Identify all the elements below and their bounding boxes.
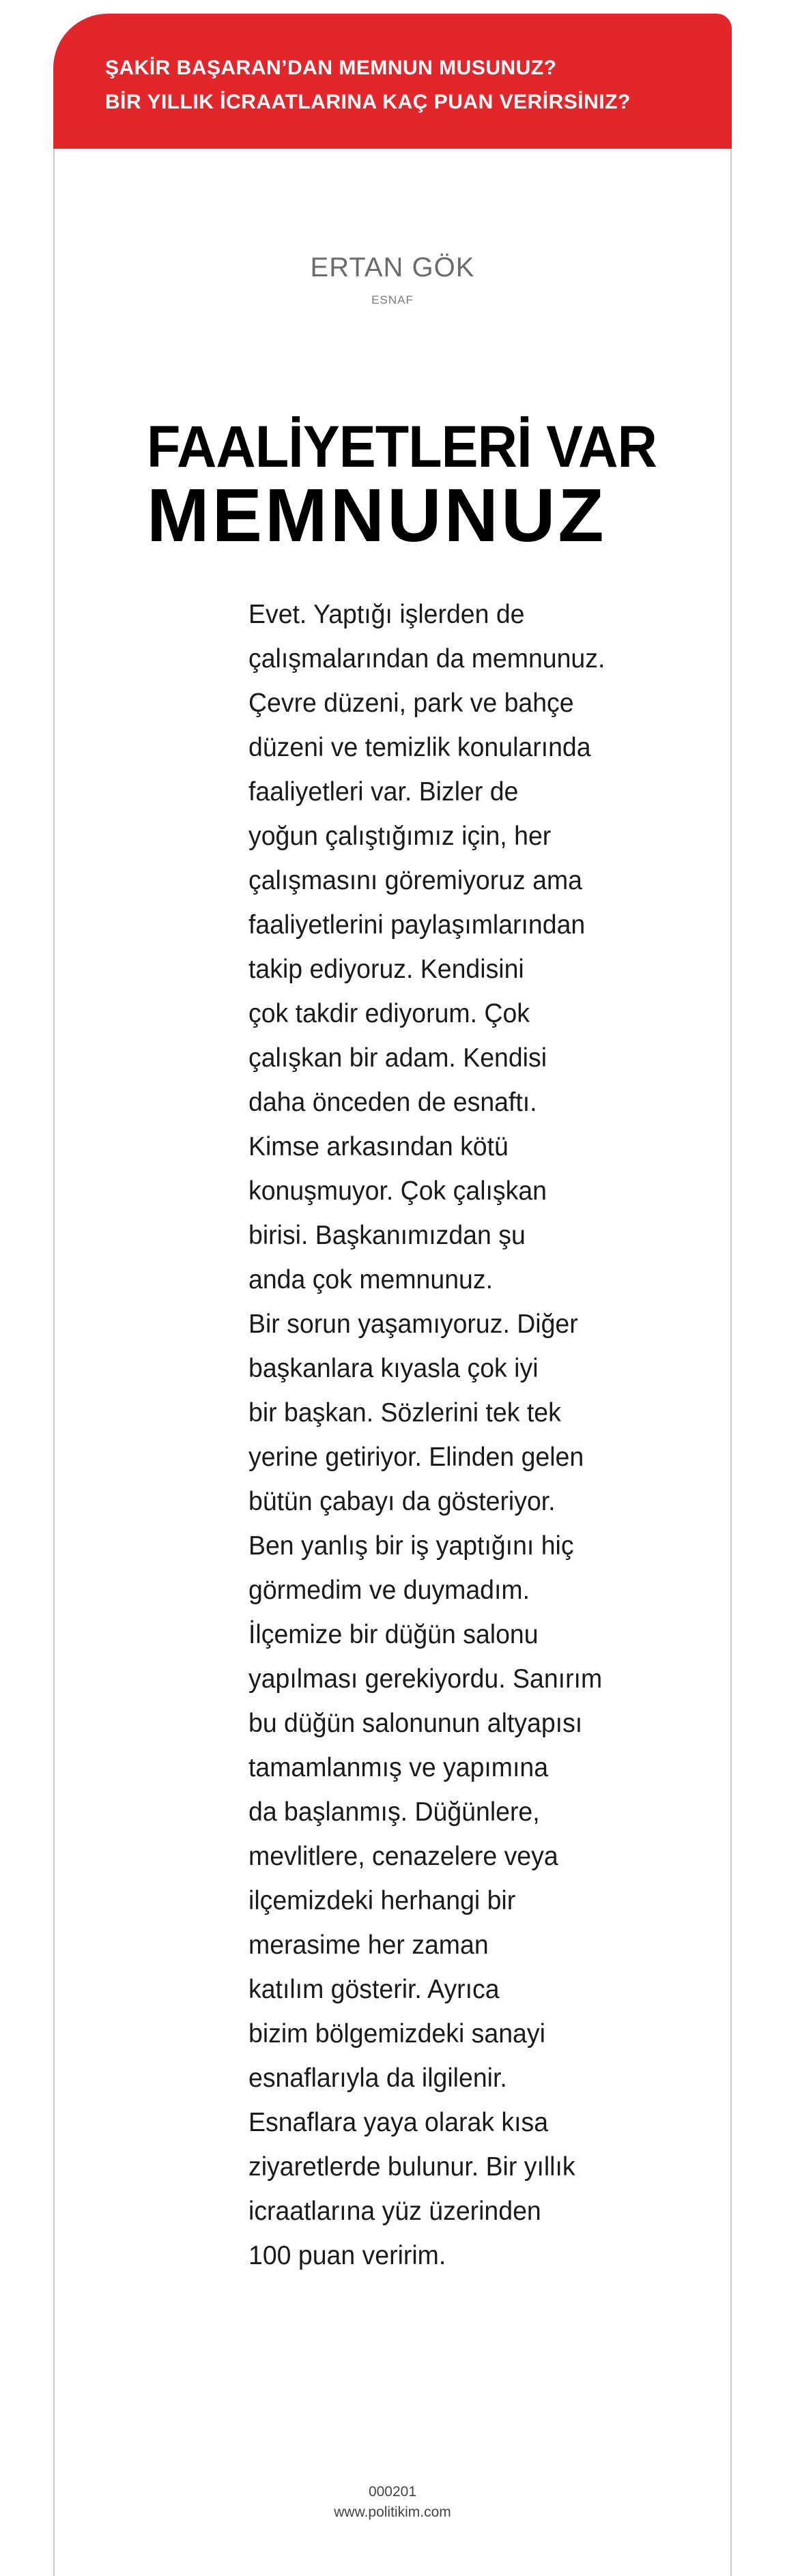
body-line: faaliyetlerini paylaşımlarından: [248, 910, 586, 940]
article-body: [248, 592, 658, 2278]
body-line: katılım gösterir. Ayrıca: [248, 1975, 500, 2004]
body-line: birisi. Başkanımızdan şu: [248, 1221, 526, 1250]
body-line: esnaflarıyla da ilgilenir.: [248, 2064, 507, 2093]
body-line: faaliyetleri var. Bizler de: [248, 777, 519, 807]
body-line: çalışkan bir adam. Kendisi: [248, 1043, 547, 1073]
body-line: düzeni ve temizlik konularında: [248, 733, 591, 762]
body-line: anda çok memnunuz.: [248, 1265, 493, 1294]
body-line: başkanlara kıyasla çok iyi: [248, 1354, 539, 1383]
body-line: 100 puan veririm.: [248, 2241, 446, 2270]
body-line: da başlanmış. Düğünlere,: [248, 1797, 540, 1827]
body-line: Esnaflara yaya olarak kısa: [248, 2108, 549, 2137]
body-line: yerine getiriyor. Elinden gelen: [248, 1443, 584, 1472]
body-line: tamamlanmış ve yapımına: [248, 1753, 549, 1782]
banner-question-line-2: BİR YILLIK İCRAATLARINA KAÇ PUAN VERİRSİNIZ?: [105, 91, 631, 113]
body-line: bütün çabayı da gösteriyor.: [248, 1487, 556, 1516]
question-banner: [53, 14, 732, 149]
banner-question-line-1: ŞAKİR BAŞARAN’DAN MEMNUN MUSUNUZ?: [105, 57, 557, 79]
body-line: daha önceden de esnaftı.: [248, 1088, 537, 1117]
body-line: İlçemize bir düğün salonu: [248, 1620, 539, 1649]
body-line: mevlitlere, cenazelere veya: [248, 1842, 558, 1871]
body-line: Ben yanlış bir iş yaptığını hiç: [248, 1531, 574, 1561]
body-line: merasime her zaman: [248, 1930, 489, 1960]
footer-code: 000201: [368, 2484, 417, 2500]
body-line: Evet. Yaptığı işlerden de: [248, 600, 525, 629]
body-line: ziyaretlerde bulunur. Bir yıllık: [248, 2152, 575, 2182]
body-line: görmedim ve duymadım.: [248, 1576, 530, 1605]
body-line: bu düğün salonunun altyapısı: [248, 1709, 583, 1738]
headline-line-2: MEMNUNUZ: [147, 474, 607, 558]
body-line: ilçemizdeki herhangi bir: [248, 1886, 516, 1915]
body-line: çok takdir ediyorum. Çok: [248, 999, 530, 1028]
body-line: Çevre düzeni, park ve bahçe: [248, 689, 574, 718]
body-line: çalışmasını göremiyoruz ama: [248, 866, 582, 895]
headline-line-1: FAALİYETLERİ VAR: [147, 414, 657, 480]
body-line: yapılması gerekiyordu. Sanırım: [248, 1664, 603, 1694]
body-line: yoğun çalıştığımız için, her: [248, 822, 552, 851]
body-line: konuşmuyor. Çok çalışkan: [248, 1176, 547, 1206]
body-line: bizim bölgemizdeki sanayi: [248, 2019, 545, 2049]
author-name: ERTAN GÖK: [310, 252, 475, 283]
author-role: ESNAF: [371, 293, 414, 306]
body-line: bir başkan. Sözlerini tek tek: [248, 1398, 561, 1428]
footer-website: www.politikim.com: [334, 2504, 451, 2520]
body-line: Bir sorun yaşamıyoruz. Diğer: [248, 1309, 578, 1339]
body-line: icraatlarına yüz üzerinden: [248, 2197, 541, 2226]
body-line: Kimse arkasından kötü: [248, 1132, 509, 1161]
body-line: takip ediyoruz. Kendisini: [248, 955, 524, 984]
body-line: çalışmalarından da memnunuz.: [248, 644, 605, 674]
